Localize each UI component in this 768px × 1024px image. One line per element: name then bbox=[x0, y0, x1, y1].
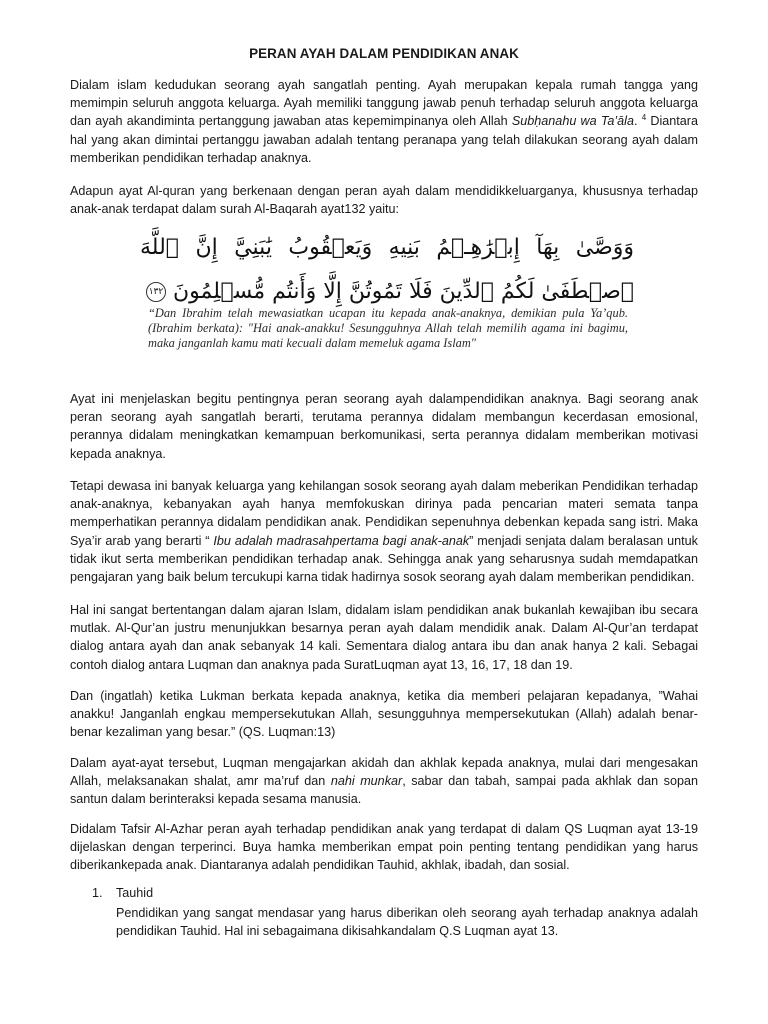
quran-verse-block bbox=[140, 226, 634, 382]
paragraph-text: Tetapi dewasa ini banyak keluarga yang kehilangan sosok seorang ayah dalam meberikan Pendidikan terhadap anak-anaknya, kebanyakan ayah hanya memfokuskan dirinya pada pencarian materi semata tanpa memperhatikan perannya didalam pendidikan anak. Pendidikan sepenuhnya debenkan kepada sang istri. Maka Sya’ir arab yang berarti “ bbox=[70, 479, 698, 548]
footnote-marker[interactable]: 4 bbox=[641, 113, 647, 123]
paragraph-absent-father bbox=[70, 477, 698, 586]
verse-number-marker: ١٣٢ bbox=[146, 282, 166, 302]
paragraph-text: Diantara hal yang akan dimintai pertanggu jawaban adalah tentang peranapa yang telah dilakukan seorang ayah dalam memberikan pendidikan terhadap anaknya. bbox=[70, 114, 698, 165]
paragraph-text: Dialam islam kedudukan seorang ayah sangatlah penting. Ayah merupakan kepala rumah tangga yang memimpin seluruh anggota keluarga. Ayah memiliki tanggung jawab penuh terhadap seluruh anggota keluarga dan ayah akandiminta pertanggung jawaban atas kepemimpinanya oleh Allah bbox=[70, 78, 698, 129]
paragraph-islam-teaching: Hal ini sangat bertentangan dalam ajaran Islam, didalam islam pendidikan anak bukanlah kewajiban ibu secara mutlak. Al-Qur’an justru menunjukkan besarnya peran ayah dalam mendidik anak. Dalam Al-Qur’an terdapat dialog antara ayah dan anak sebanyak 14 kali. Sementara dialog antara ibu dan anak hanya 2 kali. Sebagai contoh dialog antara Luqman dan anaknya pada SuratLuqman ayat 13, 16, 17, 18 dan 19. bbox=[70, 603, 698, 672]
paragraph-verse-explanation: Ayat ini menjelaskan begitu pentingnya peran seorang ayah dalampendidikan anaknya. Bagi seorang anak peran seorang ayah sangatlah berarti, terutama perannya didalam membangun kecerdasan emosional, perannya didalam meningkatkan kemampuan berkomunikasi, serta perannya didalam memberikan motivasi kepada anaknya. bbox=[70, 392, 698, 461]
document-title: PERAN AYAH DALAM PENDIDIKAN ANAK bbox=[249, 46, 519, 61]
paragraph-text: , sabar dan tabah, sampai pada akhlak dan sopan santun dalam berinteraksi kepada sesama manusia. bbox=[70, 774, 698, 807]
italic-phrase: Subḥanahu wa Ta’āla bbox=[511, 114, 634, 129]
list-item-number: 1. bbox=[92, 886, 103, 900]
list-item-body: Pendidikan yang sangat mendasar yang harus diberikan oleh seorang ayah terhadap anaknya adalah pendidikan Tauhid. Hal ini sebagaimana dikisahkandalam Q.S Luqman ayat 13. bbox=[116, 906, 698, 939]
paragraph-tafsir-al-azhar: Didalam Tafsir Al-Azhar peran ayah terhadap pendidikan anak yang terdapat di dalam QS Luqman ayat 13-19 dijelaskan dengan terperinci. Buya hamka memberikan empat poin penting tentang pendidikan yang harus diberikankepada anak. Diantaranya adalah pendidikan Tauhid, akhlak, ibadah, dan sosial. bbox=[70, 822, 698, 873]
list-item-title: Tauhid bbox=[116, 886, 154, 900]
paragraph-intro bbox=[70, 76, 698, 167]
arabic-verse-text: وَوَصَّىٰ بِهَآ إِبۡرَٰهِـۧمُ بَنِيهِ وَيَعۡقُوبُ يَٰبَنِيَّ إِنَّ ٱللَّهَ ٱصۡطَفَىٰ لَكُمُ ٱلدِّينَ فَلَا تَمُوتُنَّ إِلَّا وَأَنتُم مُّسۡلِمُونَ bbox=[140, 235, 634, 304]
italic-phrase: Ibu adalah madrasahpertama bagi anak-anak bbox=[213, 533, 470, 548]
paragraph-luqman-teaching bbox=[70, 754, 698, 809]
paragraph-text: Dalam ayat-ayat tersebut, Luqman mengajarkan akidah dan akhlak kepada anaknya, mulai dari mengesakan Allah, melaksanakan shalat, amr ma’ruf dan bbox=[70, 756, 698, 789]
italic-phrase: nahi munkar bbox=[330, 774, 403, 789]
arabic-verse bbox=[140, 226, 634, 314]
verse-translation: “Dan Ibrahim telah mewasiatkan ucapan itu kepada anak-anaknya, demikian pula Ya’qub. (Ibrahim berkata): "Hai anak-anakku! Sesungguhnya Allah telah memilih agama ini bagimu, maka janganlah kamu mati kecuali dalam memeluk agama Islam" bbox=[148, 306, 628, 350]
paragraph-luqman-quote: Dan (ingatlah) ketika Lukman berkata kepada anaknya, ketika dia memberi pelajaran kepadanya, ”Wahai anakku! Janganlah engkau mempersekutukan Allah, sesungguhnya mempersekutukan (Allah) adalah benar-benar kezaliman yang besar.” (QS. Luqman:13) bbox=[70, 689, 698, 740]
paragraph-text: . bbox=[634, 114, 642, 129]
paragraph-verse-intro: Adapun ayat Al-quran yang berkenaan dengan peran ayah dalam mendidikkeluarganya, khususnya terhadap anak-anak terdapat dalam surah Al-Baqarah ayat132 yaitu: bbox=[70, 184, 698, 217]
paragraph-text: ” menjadi senjata dalam beralasan untuk tidak ikut serta memberikan pendidikan terhadap anak. Sehingga anak yang seharusnya sudah memdapatkan pengajaran yang baik belum tercukupi karna tidak hadirnya sosok seorang ayah dalam memberikan pendidikan. bbox=[70, 533, 698, 585]
